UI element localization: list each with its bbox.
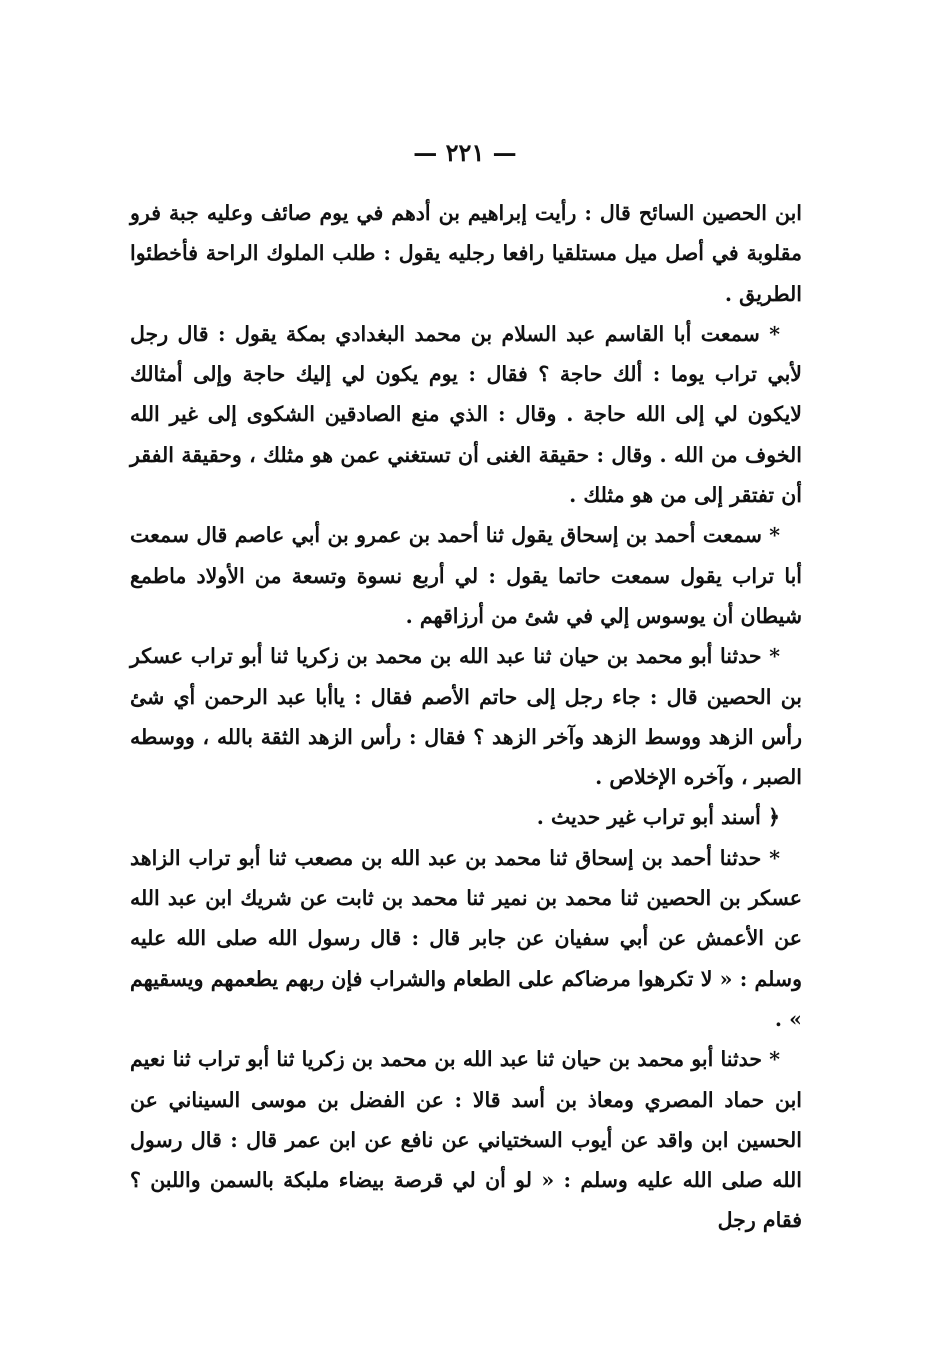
paragraph: ابن الحصين السائح قال : رأيت إبراهيم بن أدهم في يوم صائف وعليه جبة فرو مقلوبة في أصل ميل مستلقيا رافعا رجليه يقول : طلب الملوك الراحة فأخطئوا الطريق . xyxy=(130,201,802,306)
paragraph: * سمعت أحمد بن إسحاق يقول ثنا أحمد بن عمرو بن أبي عاصم قال سمعت أبا تراب يقول سمعت حاتما يقول : لي أربع نسوة وتسعة من الأولاد ماطمع شيطان أن يوسوس إلي في شئ من أرزاقهم . xyxy=(130,523,802,628)
body-text xyxy=(130,193,802,1241)
paragraph: * سمعت أبا القاسم عبد السلام بن محمد البغدادي بمكة يقول : قال رجل لأبي تراب يوما : ألك حاجة ؟ فقال : يوم يكون لي إليك حاجة وإلى أمثالك لايكون لي إلى الله حاجة . وقال : الذي منع الصادقين الشكوى إلى غير الله الخوف من الله . وقال : حقيقة الغنى أن تستغني عمن هو مثلك ، وحقيقة الفقر أن تفتقر إلى من هو مثلك . xyxy=(130,321,802,508)
paragraph: * حدثنا أبو محمد بن حيان ثنا عبد الله بن محمد بن زكريا ثنا أبو تراب عسكر بن الحصين قال : جاء رجل إلى حاتم الأصم فقال : ياأبا عبد الرحمن أي شئ رأس الزهد ووسط الزهد وآخر الزهد ؟ فقال : رأس الزهد الثقة بالله ، ووسطه الصبر ، وآخره الإخلاص . xyxy=(130,644,802,790)
paragraph: * حدثنا أحمد بن إسحاق ثنا محمد بن عبد الله بن مصعب ثنا أبو تراب الزاهد عسكر بن الحصين ثنا محمد بن نمير ثنا محمد بن ثابت عن شريك ابن عبد الله عن الأعمش عن أبي سفيان عن جابر قال : قال رسول الله صلى الله عليه وسلم : « لا تكرهوا مرضاكم على الطعام والشراب فإن ربهم يطعمهم ويسقيهم » . xyxy=(130,845,802,1031)
page-number: — ٢٢١ — xyxy=(413,138,517,167)
paragraph: * حدثنا أبو محمد بن حيان ثنا عبد الله بن محمد بن زكريا ثنا أبو تراب ثنا نعيم ابن حماد المصري ومعاذ بن أسد قالا : عن الفضل بن موسى السيناني عن الحسين ابن واقد عن أيوب السختياني عن نافع عن ابن عمر قال : قال رسول الله صلى الله عليه وسلم : « لو أن لي قرصة بيضاء ملبكة بالسمن واللبن ؟ فقام رجل xyxy=(130,1047,802,1233)
paragraph: ﴿ أسند أبو تراب غير حديث . xyxy=(536,805,780,830)
